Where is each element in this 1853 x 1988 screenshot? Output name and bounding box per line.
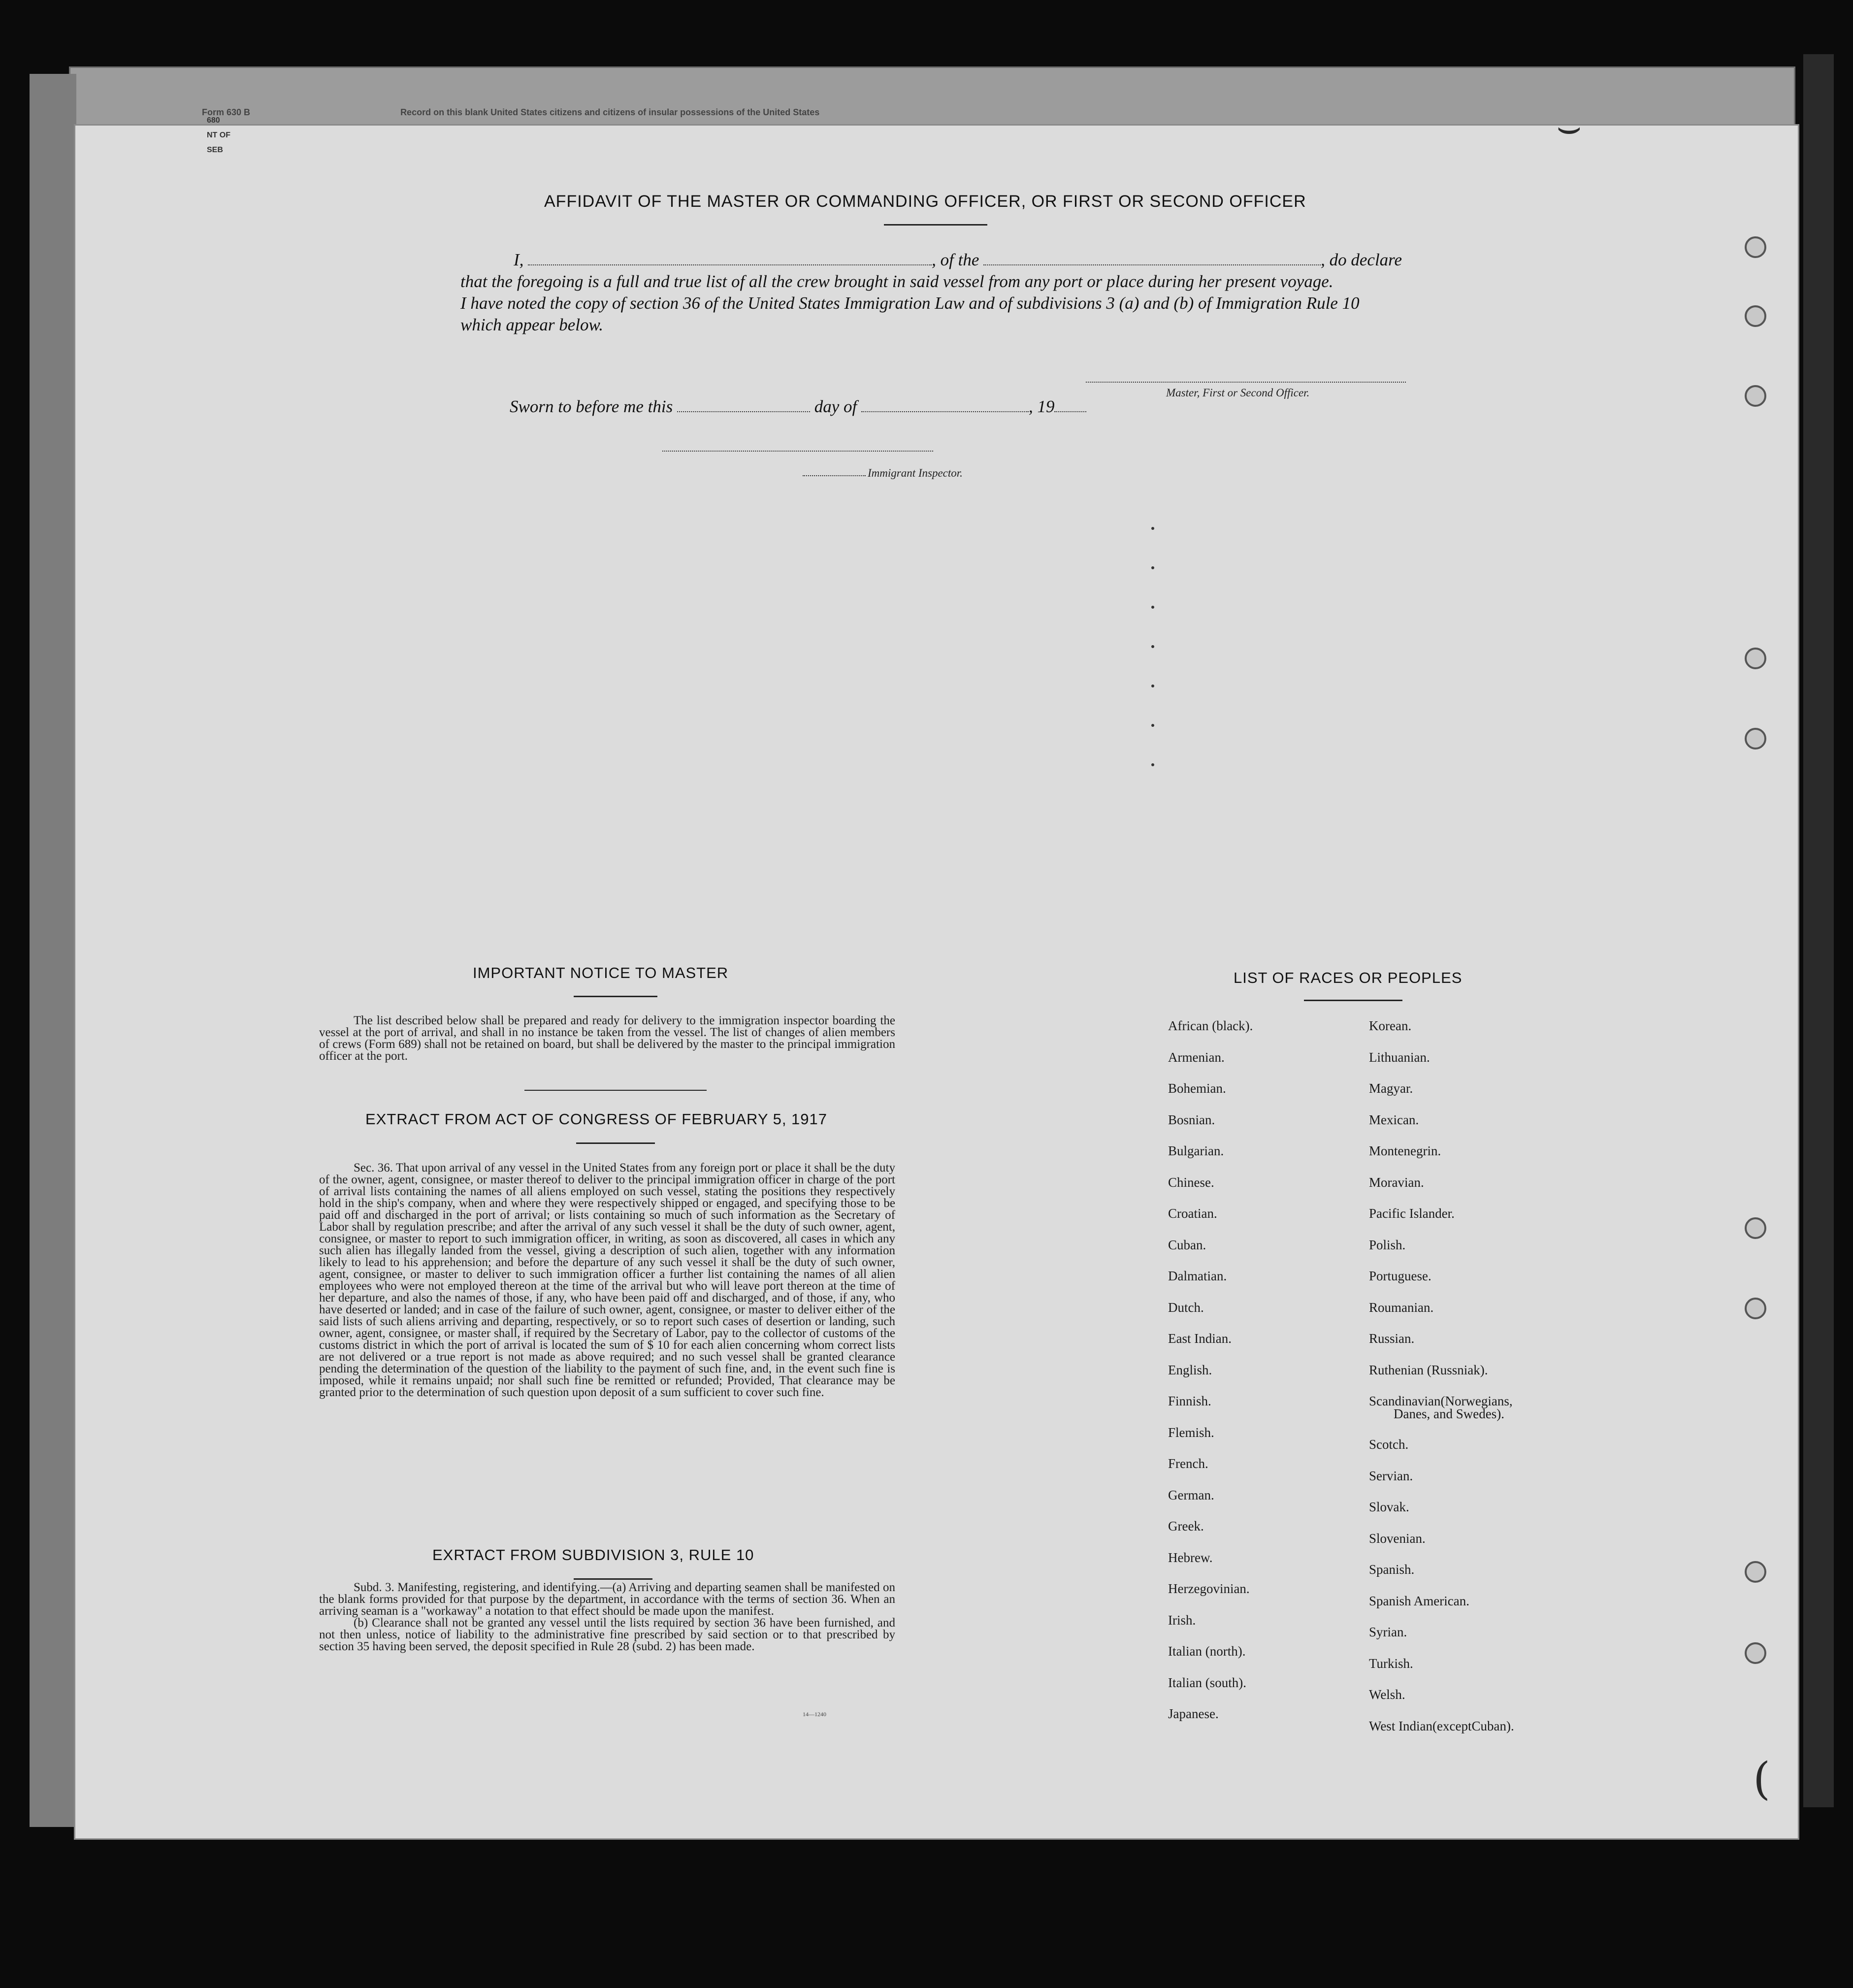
race-item: West Indian(exceptCuban). — [1369, 1718, 1514, 1733]
stray-mark — [1151, 724, 1154, 727]
binder-hole — [1745, 728, 1766, 750]
affidavit-title: AFFIDAVIT OF THE MASTER OR COMMANDING OFFICER, OR FIRST OR SECOND OFFICER — [544, 192, 1306, 211]
sworn-prefix: Sworn to before me this — [510, 397, 673, 416]
right-edge-shadow — [1803, 54, 1834, 1807]
race-item: Chinese. — [1168, 1174, 1214, 1190]
inspector-signature-line[interactable] — [662, 451, 933, 452]
master-label: Master, First or Second Officer. — [1166, 387, 1310, 399]
race-item: Moravian. — [1369, 1174, 1424, 1190]
race-item: African (black). — [1168, 1018, 1253, 1033]
corner-stamp-line: SEB — [207, 146, 223, 154]
affidavit-i: I, — [514, 250, 524, 269]
rule-paragraph-a: Subd. 3. Manifesting, registering, and identifying.—(a) Arriving and departing seamen shall be manifested on the blank forms provided for that purpose by the department, in accordance with the terms of section 36. When an arriving seaman is a "workaway" a notation to that effect should be made upon the manifest. — [319, 1581, 895, 1618]
race-item: Welsh. — [1369, 1687, 1405, 1702]
affidavit-of-the: , of the — [932, 250, 979, 269]
race-item: German. — [1168, 1487, 1214, 1502]
inspector-lead-dots — [803, 475, 866, 476]
race-item: Magyar. — [1369, 1081, 1413, 1096]
affidavit-line: which appear below. — [460, 315, 604, 334]
affidavit-line — [460, 249, 1406, 271]
race-item: Pacific Islander. — [1369, 1206, 1455, 1221]
binder-hole — [1745, 1642, 1766, 1664]
header-bleed-text: Record on this blank United States citizens and citizens of insular possessions of the United States — [400, 107, 820, 117]
binder-hole — [1745, 648, 1766, 669]
day-blank[interactable] — [677, 397, 810, 412]
race-item: Bohemian. — [1168, 1081, 1226, 1096]
corner-stamp-line: NT OF — [207, 131, 230, 139]
handwritten-mark: ⌣ — [1556, 103, 1582, 149]
underlying-form-header — [202, 107, 1433, 118]
stray-mark — [1151, 527, 1154, 530]
divider — [1304, 1000, 1402, 1001]
vessel-blank[interactable] — [983, 251, 1321, 265]
race-item: Montenegrin. — [1369, 1143, 1441, 1158]
corner-stamp-line: 680 — [207, 116, 220, 125]
binder-hole — [1745, 1298, 1766, 1319]
race-item: Spanish. — [1369, 1562, 1415, 1577]
race-item: Servian. — [1369, 1468, 1413, 1483]
extract-rule-text — [319, 1582, 895, 1653]
race-item: English. — [1168, 1362, 1212, 1377]
section-36-paragraph: Sec. 36. That upon arrival of any vessel in the United States from any foreign port or place it shall be the duty of the owner, agent, consignee, or master thereof to deliver to the principal immigration officer in charge of the port of arrival lists containing the names of all aliens employed on such vessel, stating the positions they respectively hold in the ship's company, when and where they were respectively shipped or engaged, and specifying those to be paid off and discharged in the port of arrival; or lists containing so much of such information as the Secretary of Labor shall by regulation prescribe; and after the arrival of any such vessel it shall be the duty of such owner, agent, consignee, or master to report to such immigration officer, in writing, as soon as discovered, all cases in which any such alien has illegally landed from the vessel, giving a description of such alien, together with any information likely to lead to his apprehension; and before the departure of any such vessel it shall be the duty of such owner, agent, consignee, or master to deliver to such immigration officer a further list containing the names of all alien employees who were not employed thereon at the time of the arrival but who will leave port thereon at the time of her departure, and also the names of those, if any, who have been paid off and discharged, and of those, if any, who have deserted or landed; and in case of the failure of such owner, agent, consignee, or master to deliver either of the said lists of such aliens arriving and departing, respectively, or so to report such cases of desertion or landing, such owner, agent, consignee, or master shall, if required by the Secretary of Labor, pay to the collector of customs of the customs district in which the port of arrival is located the sum of $ 10 for each alien concerning whom correct lists are not delivered or a true report is not made as above required; and no such vessel shall be granted clearance pending the determination of the question of the liability to the payment of such fine, and, in the event such fine is imposed, while it remains unpaid; nor shall such fine be remitted or refunded; Provided, That clearance may be granted prior to the determination of such question upon deposit of a sum sufficient to cover such fine. — [319, 1161, 895, 1399]
race-item: Herzegovinian. — [1168, 1581, 1250, 1596]
extract-act-title: EXTRACT FROM ACT OF CONGRESS OF FEBRUARY 5, 1917 — [365, 1110, 828, 1128]
race-item: Croatian. — [1168, 1206, 1217, 1221]
race-item: Scotch. — [1369, 1437, 1409, 1452]
form-number: Form 630 B — [202, 107, 251, 117]
race-item: Japanese. — [1168, 1706, 1219, 1721]
binder-hole — [1745, 305, 1766, 327]
affidavit-body — [460, 249, 1406, 336]
print-code: 14—1240 — [803, 1711, 826, 1718]
divider — [574, 996, 657, 997]
affidavit-line: I have noted the copy of section 36 of the United States Immigration Law and of subdivisions 3 (a) and (b) of Immigration Rule 10 — [460, 293, 1360, 313]
race-item: Italian (north). — [1168, 1644, 1246, 1659]
stray-mark — [1151, 645, 1154, 648]
race-item: Flemish. — [1168, 1425, 1214, 1440]
race-item: Mexican. — [1369, 1112, 1419, 1127]
sworn-text — [460, 396, 1101, 418]
race-item: Polish. — [1369, 1237, 1406, 1252]
affidavit-declare: , do declare — [1321, 250, 1402, 269]
race-item: Slovak. — [1369, 1499, 1409, 1514]
stray-mark — [1151, 684, 1154, 687]
race-item: French. — [1168, 1456, 1208, 1471]
races-right-column — [1369, 1018, 1514, 1750]
divider — [524, 1090, 707, 1091]
race-item: Armenian. — [1168, 1049, 1225, 1065]
month-blank[interactable] — [861, 397, 1029, 412]
race-item: Danes, and Swedes). — [1394, 1406, 1504, 1421]
sworn-line — [460, 396, 1101, 418]
notice-text — [319, 1015, 895, 1062]
race-item: Scandinavian(Norwegians, — [1369, 1394, 1513, 1408]
race-item: Spanish American. — [1369, 1593, 1469, 1608]
extract-act-text — [319, 1162, 895, 1399]
race-item: Lithuanian. — [1369, 1049, 1430, 1065]
year-blank[interactable] — [1054, 397, 1086, 412]
binder-hole — [1745, 236, 1766, 258]
race-item: Bulgarian. — [1168, 1143, 1224, 1158]
stray-mark — [1151, 763, 1154, 766]
race-item: Korean. — [1369, 1018, 1412, 1033]
stray-mark — [1151, 566, 1154, 569]
race-item: Turkish. — [1369, 1656, 1413, 1671]
race-item: Bosnian. — [1168, 1112, 1215, 1127]
master-signature-line[interactable] — [1086, 382, 1406, 383]
binder-hole — [1745, 385, 1766, 407]
race-item: Irish. — [1168, 1612, 1196, 1628]
affidavit-line: that the foregoing is a full and true list of all the crew brought in said vessel from any port or place during her present voyage. — [460, 272, 1333, 291]
race-item: Cuban. — [1168, 1237, 1206, 1252]
corner-stamp — [207, 113, 230, 158]
race-item: Finnish. — [1168, 1394, 1211, 1408]
extract-rule-title: EXRTACT FROM SUBDIVISION 3, RULE 10 — [432, 1546, 754, 1564]
race-item: Slovenian. — [1369, 1531, 1426, 1546]
race-item: Ruthenian (Russniak). — [1369, 1362, 1488, 1377]
divider — [884, 224, 987, 226]
sworn-day-of: day of — [814, 397, 857, 416]
races-left-column — [1168, 1018, 1253, 1738]
inspector-label: Immigrant Inspector. — [868, 467, 963, 479]
race-item: Hebrew. — [1168, 1550, 1213, 1565]
race-item: Russian. — [1369, 1331, 1415, 1346]
binder-hole — [1745, 1217, 1766, 1239]
handwritten-mark: ( — [1753, 1753, 1771, 1805]
notice-title: IMPORTANT NOTICE TO MASTER — [473, 964, 729, 981]
binder-hole — [1745, 1561, 1766, 1583]
race-item: Italian (south). — [1168, 1675, 1246, 1690]
name-blank[interactable] — [528, 251, 932, 265]
notice-paragraph: The list described below shall be prepared and ready for delivery to the immigration inspector boarding the vessel at the port of arrival, and shall in no instance be taken from the vessel. The list of changes of alien members of crews (Form 689) shall not be retained on board, but shall be delivered by the master to the principal immigration officer at the port. — [319, 1014, 895, 1063]
divider — [576, 1142, 655, 1144]
sworn-year: , 19 — [1028, 397, 1055, 416]
race-item: Roumanian. — [1369, 1300, 1434, 1315]
races-title: LIST OF RACES OR PEOPLES — [1234, 969, 1463, 986]
race-item: Dalmatian. — [1168, 1269, 1227, 1283]
race-item: East Indian. — [1168, 1331, 1232, 1346]
stray-mark — [1151, 606, 1154, 609]
race-item: Greek. — [1168, 1519, 1204, 1533]
rule-paragraph-b: (b) Clearance shall not be granted any vessel until the lists required by section 36 have been furnished, and not then unless, notice of liability to the administrative fine prescribed by said section or to that prescribed by section 35 having been served, the deposit specified in Rule 28 (subd. 2) has been made. — [319, 1616, 895, 1653]
left-binding-strip — [30, 74, 76, 1827]
divider — [574, 1578, 652, 1580]
race-item: Portuguese. — [1369, 1269, 1431, 1283]
race-item: Syrian. — [1369, 1625, 1407, 1639]
race-item: Dutch. — [1168, 1300, 1204, 1315]
